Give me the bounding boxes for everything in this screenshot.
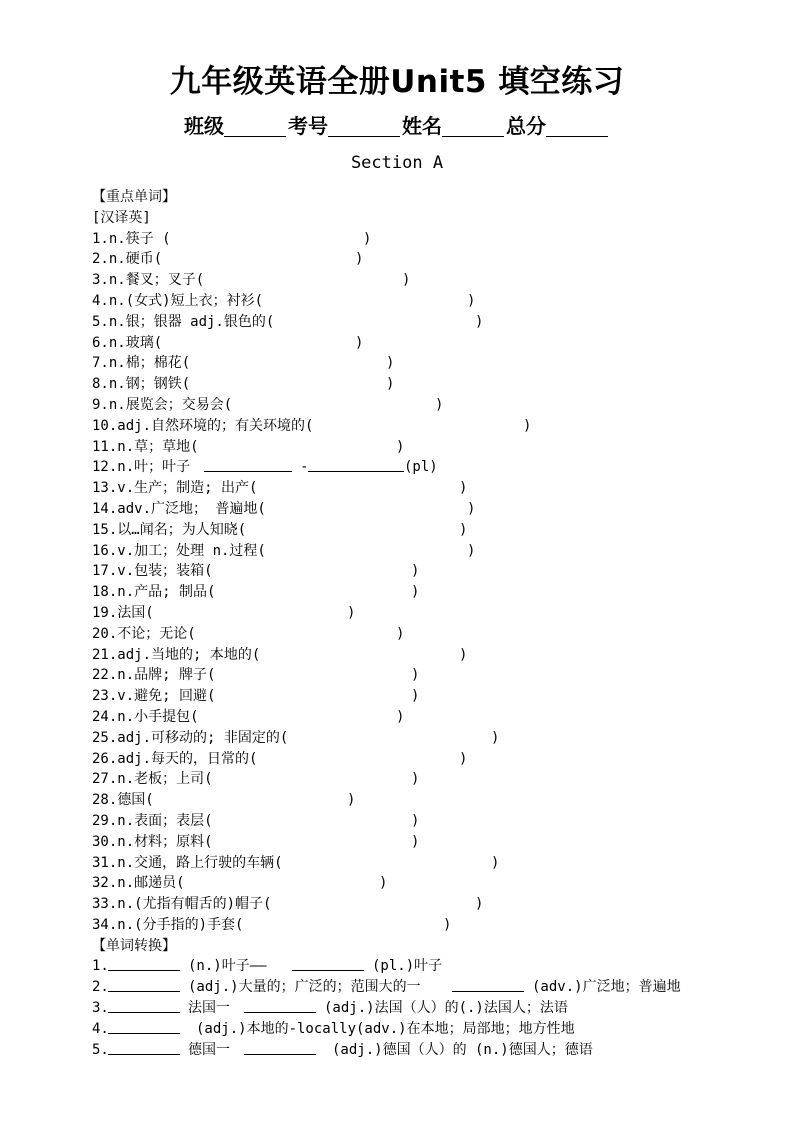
close-paren: ) <box>363 230 372 247</box>
transform-item: 3. 法国一 (adj.)法国（人）的(.)法国人；法语 <box>92 1000 568 1017</box>
transform-item: 1. (n.)叶子—— (pl.)叶子 <box>92 958 443 975</box>
transform-item: 5. 德国一 (adj.)德国（人）的 (n.)德国人；德语 <box>92 1041 593 1058</box>
vocab-item: 3.n.餐叉；叉子( ) <box>92 272 411 289</box>
answer-blank[interactable] <box>108 1040 180 1055</box>
transform-item: 4. (adj.)本地的-locally(adv.)在本地；局部地；地方性地 <box>92 1020 575 1037</box>
vocab-item: 29.n.表面；表层( ) <box>92 812 420 829</box>
vocab-item: 1.n.筷子 ( ) <box>92 229 772 250</box>
score-blank[interactable] <box>546 118 608 137</box>
student-info-line <box>0 110 794 139</box>
vocab-item: 19.法国( ) <box>92 604 356 621</box>
answer-blank[interactable] <box>108 1019 180 1034</box>
number-label: 考号 <box>288 114 328 138</box>
vocab-item: 31.n.交通，路上行驶的车辆( ) <box>92 854 500 871</box>
vocab-item: 33.n.(尤指有帽舌的)帽子( ) <box>92 896 484 913</box>
number-blank[interactable] <box>328 118 400 137</box>
vocab-item: 6.n.玻璃( ) <box>92 334 364 351</box>
vocab-item: 15.以…闻名；为人知晓( ) <box>92 521 468 538</box>
vocab-item: 16.v.加工；处理 n.过程( ) <box>92 542 476 559</box>
vocab-item: 12.n.叶；叶子 - (pl) <box>92 459 438 476</box>
vocab-item: 32.n.邮递员( ) <box>92 875 388 892</box>
vocab-item: 2.n.硬币( ) <box>92 251 364 268</box>
sub-header: [汉译英] <box>92 209 151 226</box>
vocab-item: 10.adj.自然环境的；有关环境的( ) <box>92 417 532 434</box>
class-blank[interactable] <box>224 118 286 137</box>
answer-blank[interactable] <box>108 977 180 992</box>
answer-blank[interactable] <box>452 977 524 992</box>
vocab-item: 28.德国( ) <box>92 792 356 809</box>
transform-header: 【单词转换】 <box>92 937 176 954</box>
worksheet-body <box>92 187 772 1060</box>
answer-blank[interactable] <box>292 956 364 971</box>
answer-blank[interactable] <box>308 457 404 472</box>
vocab-item: 20.不论；无论( ) <box>92 625 405 642</box>
vocab-item: 21.adj.当地的; 本地的( ) <box>92 646 468 663</box>
vocab-item: 14.adv.广泛地； 普遍地( ) <box>92 500 476 517</box>
vocab-item: 30.n.材料；原料( ) <box>92 833 420 850</box>
vocab-item: 24.n.小手提包( ) <box>92 708 405 725</box>
section-heading: Section A <box>350 153 444 173</box>
vocab-item: 27.n.老板；上司( ) <box>92 771 420 788</box>
vocab-item: 17.v.包装；装箱( ) <box>92 563 420 580</box>
transform-item: 2. (adj.)大量的；广泛的；范围大的一 (adv.)广泛地；普遍地 <box>92 979 681 996</box>
vocab-item: 26.adj.每天的，日常的( ) <box>92 750 468 767</box>
vocab-item: 23.v.避免; 回避( ) <box>92 688 420 705</box>
class-label: 班级 <box>184 114 224 138</box>
vocab-item: 18.n.产品; 制品( ) <box>92 584 420 601</box>
vocab-header: 【重点单词】 <box>92 189 176 205</box>
vocab-item: 4.n.(女式)短上衣；衬衫( ) <box>92 292 476 309</box>
vocab-item: 13.v.生产；制造; 出产( ) <box>92 480 468 497</box>
page-title: 九年级英语全册Unit5 填空练习 <box>169 64 625 100</box>
answer-blank[interactable] <box>244 1040 316 1055</box>
answer-blank[interactable] <box>244 998 316 1013</box>
vocab-item: 34.n.(分手指的)手套( ) <box>92 916 452 933</box>
answer-blank[interactable] <box>204 457 292 472</box>
answer-blank[interactable] <box>108 956 180 971</box>
vocab-item: 9.n.展览会；交易会( ) <box>92 396 444 413</box>
vocab-item: 22.n.品牌; 牌子( ) <box>92 667 420 684</box>
name-blank[interactable] <box>442 118 504 137</box>
answer-blank[interactable] <box>108 998 180 1013</box>
score-label: 总分 <box>506 114 546 138</box>
vocab-item: 11.n.草；草地( ) <box>92 438 405 455</box>
vocab-item: 8.n.钢；钢铁( ) <box>92 376 395 393</box>
vocab-item: 7.n.棉；棉花( ) <box>92 355 395 372</box>
name-label: 姓名 <box>402 114 442 138</box>
vocab-item: 5.n.银；银器 adj.银色的( ) <box>92 313 484 330</box>
vocab-item: 25.adj.可移动的; 非固定的( ) <box>92 729 500 746</box>
